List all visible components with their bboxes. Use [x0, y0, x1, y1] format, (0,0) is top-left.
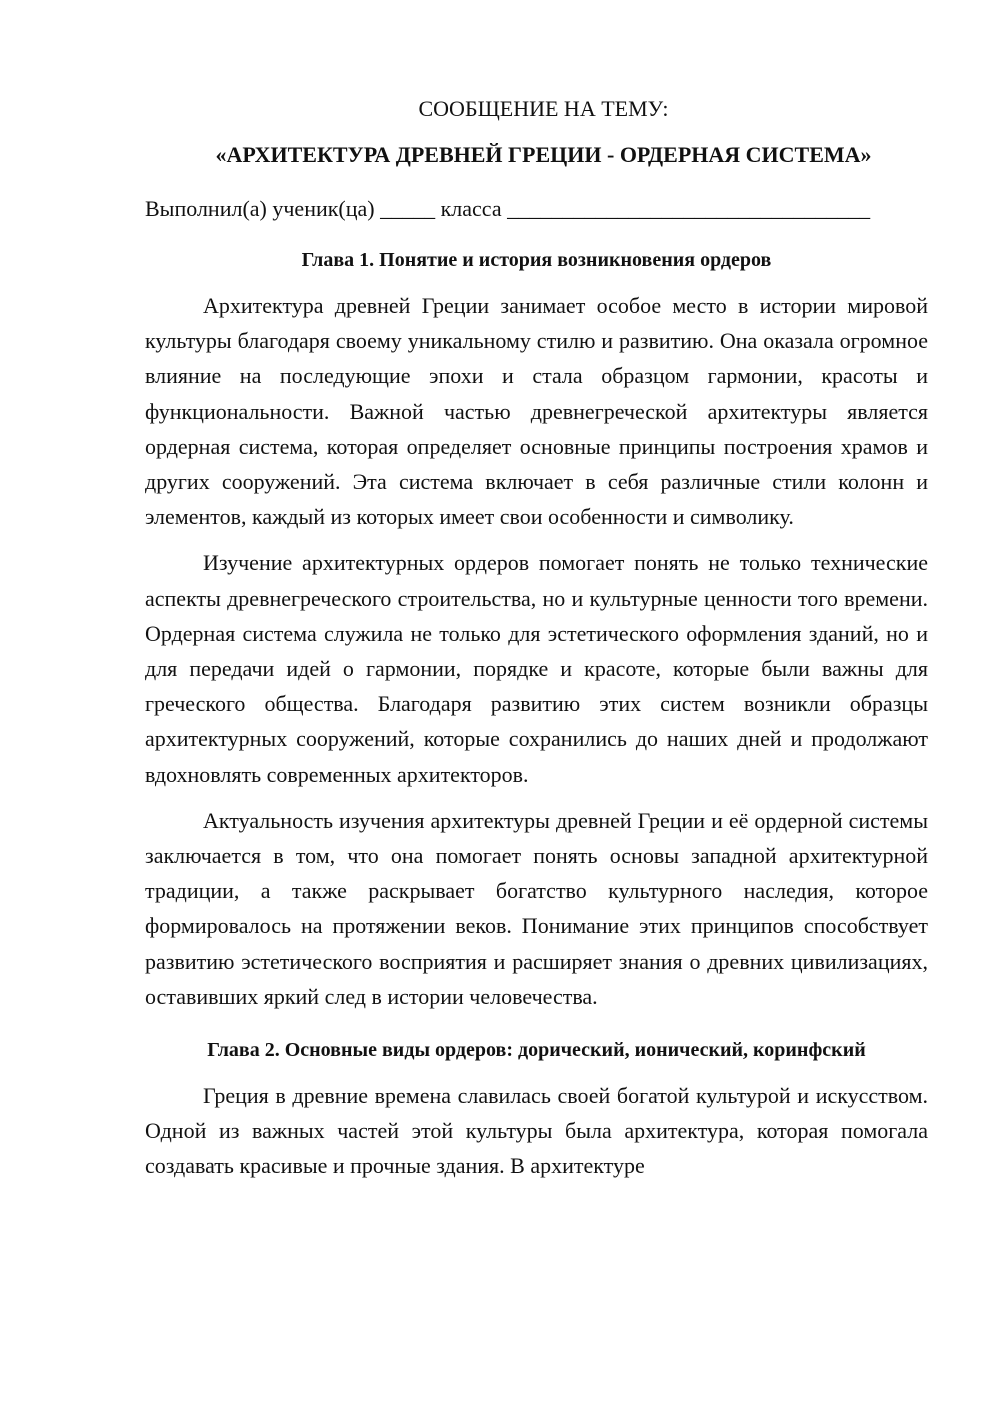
page-content: [145, 94, 928, 1184]
chapter-1-paragraph-1: Архитектура древней Греции занимает особое место в истории мировой культуры благодаря своему уникальному стилю и развитию. Она оказала огромное влияние на последующие эпохи и стала образцом гармонии, красоты и функциональности. Важной частью древнегреческой архитектуры является ордерная система, которая определяет основные принципы построения храмов и других сооружений. Эта система включает в себя различные стили колонн и элементов, каждый из которых имеет свои особенности и символику.: [145, 293, 928, 530]
document-title: СООБЩЕНИЕ НА ТЕМУ:: [418, 96, 669, 121]
document-subtitle: «АРХИТЕКТУРА ДРЕВНЕЙ ГРЕЦИИ - ОРДЕРНАЯ СИСТЕМА»: [215, 142, 872, 167]
chapter-2-heading: Глава 2. Основные виды ордеров: дорический, ионический, коринфский: [207, 1039, 866, 1062]
chapter-1-heading: Глава 1. Понятие и история возникновения ордеров: [301, 249, 772, 271]
chapter-1-paragraph-2: Изучение архитектурных ордеров помогает понять не только технические аспекты древнегреческого строительства, но и культурные ценности того времени. Ордерная система служила не только для эстетического оформления зданий, но и для передачи идей о гармонии, порядке и красоте, которые были важны для греческого общества. Благодаря развитию этих систем возникли образцы архитектурных сооружений, которые сохранились до наших дней и продолжают вдохновлять современных архитекторов.: [145, 550, 928, 787]
chapter-1-paragraph-3: Актуальность изучения архитектуры древней Греции и её ордерной системы заключается в том, что она помогает понять основы западной архитектурной традиции, а также раскрывает богатство культурного наследия, которое формировалось на протяжении веков. Понимание этих принципов способствует развитию эстетического восприятия и расширяет знания о древних цивилизациях, оставивших яркий след в истории человечества.: [145, 807, 928, 1009]
author-line: Выполнил(а) ученик(ца) _____ класса _________________________________: [145, 196, 871, 221]
chapter-2-paragraph-1: Греция в древние времена славилась своей богатой культурой и искусством. Одной из важных частей этой культуры была архитектура, которая помогала создавать красивые и прочные здания. В архитектуре: [145, 1083, 928, 1179]
